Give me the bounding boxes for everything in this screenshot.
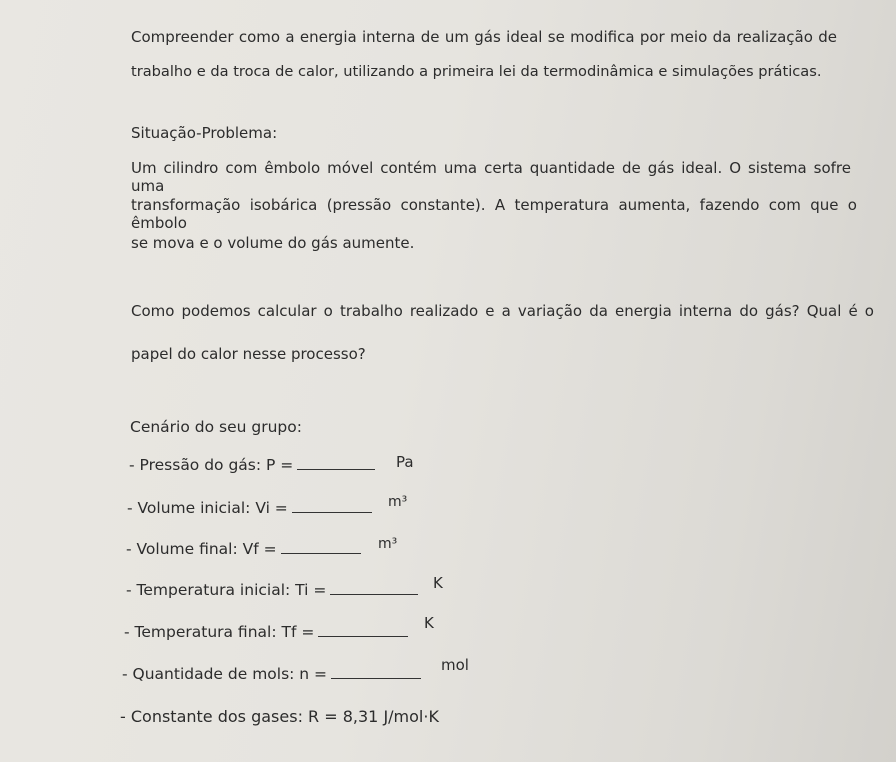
objective-line-2: trabalho e da troca de calor, utilizando a primeira lei da termodinâmica e simulações práticas. [131, 63, 822, 80]
question-line-2: papel do calor nesse processo? [131, 345, 366, 363]
situation-line-1: Um cilindro com êmbolo móvel contém uma certa quantidade de gás ideal. O sistema sofre uma [131, 159, 851, 195]
field-moles-unit: mol [441, 656, 469, 674]
scenario-heading: Cenário do seu grupo: [130, 418, 302, 436]
field-final-volume-label: - Volume final: Vf = [126, 540, 277, 558]
situation-line-2: transformação isobárica (pressão constante). A temperatura aumenta, fazendo com que o êmbolo [131, 196, 857, 232]
gas-constant: - Constante dos gases: R = 8,31 J/mol·K [120, 707, 439, 726]
situation-line-3: se mova e o volume do gás aumente. [131, 234, 415, 252]
field-moles-label: - Quantidade de mols: n = [122, 665, 328, 683]
field-final-temperature-label: - Temperatura final: Tf = [124, 623, 315, 641]
field-pressure-label: - Pressão do gás: P = [129, 456, 294, 474]
field-initial-temperature [126, 581, 418, 599]
field-moles-blank[interactable] [331, 666, 421, 679]
field-pressure [129, 456, 375, 474]
field-final-volume-unit: m³ [378, 536, 398, 552]
situation-heading: Situação-Problema: [131, 124, 278, 142]
field-moles [122, 665, 421, 683]
field-initial-volume-blank[interactable] [292, 500, 372, 513]
objective-line-1: Compreender como a energia interna de um gás ideal se modifica por meio da realização de [131, 28, 837, 46]
field-initial-volume [127, 499, 372, 517]
question-line-1: Como podemos calcular o trabalho realizado e a variação da energia interna do gás? Qual é o [131, 302, 874, 320]
field-initial-temperature-blank[interactable] [330, 582, 418, 595]
field-final-volume [126, 540, 361, 558]
field-final-temperature-blank[interactable] [318, 624, 408, 637]
field-initial-temperature-label: - Temperatura inicial: Ti = [126, 581, 327, 599]
field-pressure-blank[interactable] [297, 457, 375, 470]
field-final-volume-blank[interactable] [281, 541, 361, 554]
field-pressure-unit: Pa [396, 453, 414, 471]
field-initial-volume-label: - Volume inicial: Vi = [127, 499, 288, 517]
field-final-temperature [124, 623, 408, 641]
field-initial-temperature-unit: K [433, 574, 443, 592]
field-initial-volume-unit: m³ [388, 494, 408, 510]
field-final-temperature-unit: K [424, 614, 434, 632]
